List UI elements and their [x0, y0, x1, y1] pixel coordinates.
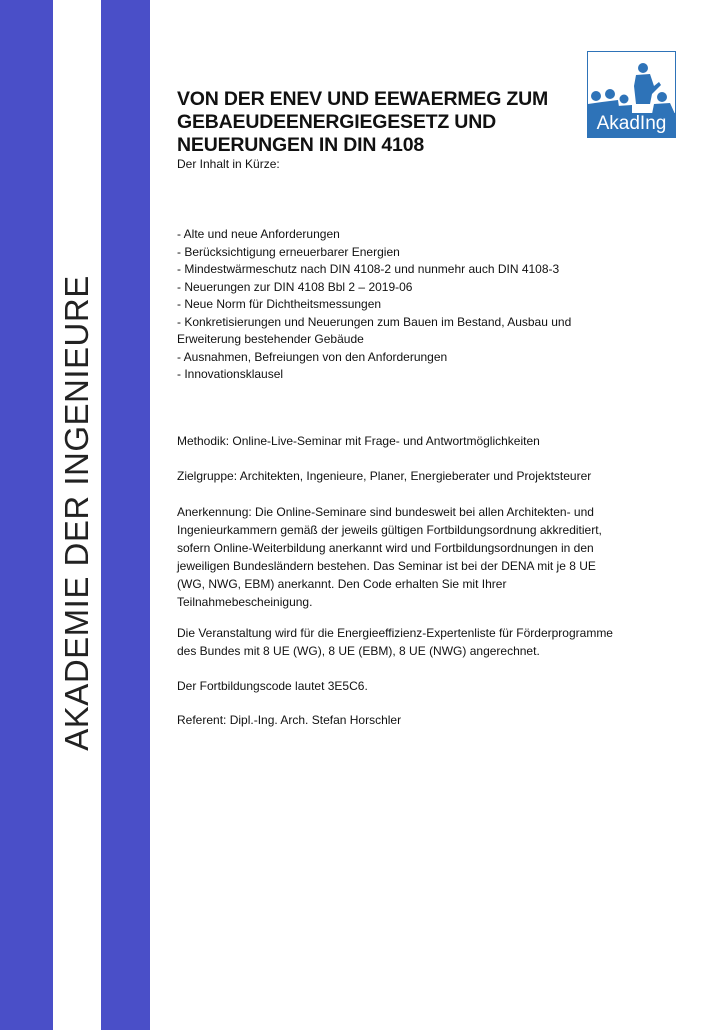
referent-paragraph: Referent: Dipl.-Ing. Arch. Stefan Horschler — [177, 713, 402, 727]
list-item: - Mindestwärmeschutz nach DIN 4108-2 und nunmehr auch DIN 4108-3 — [177, 262, 560, 276]
sidebar-band-left — [0, 0, 53, 1030]
list-item: - Ausnahmen, Befreiungen von den Anforderungen — [177, 349, 448, 364]
title-line: NEUERUNGEN IN DIN 4108 — [177, 134, 424, 156]
methodik-paragraph: Methodik: Online-Live-Seminar mit Frage- und Antwortmöglichkeiten — [177, 434, 540, 448]
subtitle: Der Inhalt in Kürze: — [177, 157, 280, 171]
list-item: - Innovationsklausel — [177, 367, 284, 381]
sidebar-vertical-label: AKADEMIE DER INGENIEURE — [58, 275, 95, 751]
list-item: - Berücksichtigung erneuerbarer Energien — [177, 244, 400, 259]
page-title — [177, 88, 597, 157]
sidebar-band-right — [101, 0, 150, 1030]
header — [177, 88, 597, 172]
logo-text: AkadIng — [596, 113, 667, 134]
title-line: GEBAEUDEENERGIEGESETZ UND — [177, 111, 496, 133]
akading-logo — [587, 51, 676, 138]
list-item: - Konkretisierungen und Neuerungen zum Bauen im Bestand, Ausbau und Erweiterung bestehender Gebäude — [177, 314, 572, 346]
list-item: - Neuerungen zur DIN 4108 Bbl 2 – 2019-06 — [177, 279, 413, 294]
zielgruppe-paragraph: Zielgruppe: Architekten, Ingenieure, Planer, Energieberater und Projektsteurer — [177, 469, 592, 483]
energieeffizienz-paragraph: Die Veranstaltung wird für die Energieeffizienz-Expertenliste für Förderprogramme des Bundes mit 8 UE (WG), 8 UE (EBM), 8 UE (NWG) angerechnet. — [177, 626, 613, 658]
anerkennung-paragraph: Anerkennung: Die Online-Seminare sind bundesweit bei allen Architekten- und Ingenieurkammern gemäß der jeweils gültigen Fortbildungsordnung akkreditiert, sofern Online-Weiterbildung anerkannt wird und Fortbildungsordnungen in den jeweiligen Bundesländern bestehen. Das Seminar ist bei der DENA mit je 8 UE (WG, NWG, EBM) anerkannt. Den Code erhalten Sie mit Ihrer Teilnahmebescheinigung. — [177, 505, 602, 609]
title-line: VON DER ENEV UND EEWAERMEG ZUM — [177, 88, 549, 110]
fortbildungscode-paragraph: Der Fortbildungscode lautet 3E5C6. — [177, 679, 368, 693]
content-bullet-list — [177, 226, 597, 384]
list-item: - Neue Norm für Dichtheitsmessungen — [177, 297, 382, 311]
list-item: - Alte und neue Anforderungen — [177, 227, 340, 241]
